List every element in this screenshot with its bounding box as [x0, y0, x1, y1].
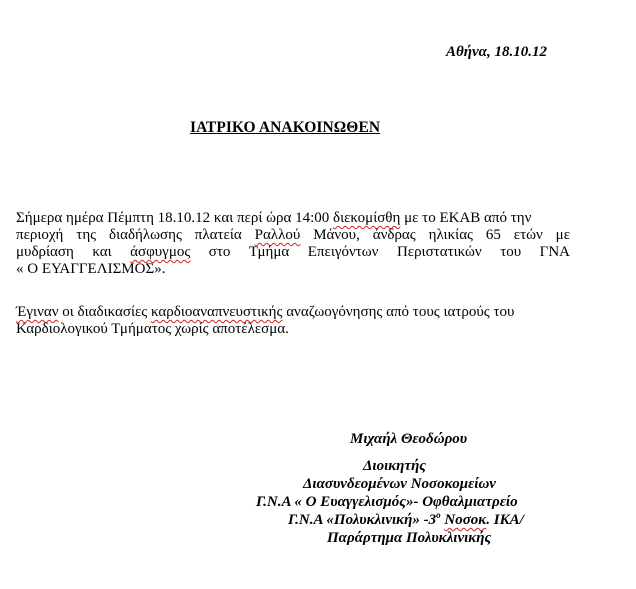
signatory-name: Μιχαήλ Θεοδώρου — [350, 431, 468, 447]
word: Περιστατικών — [396, 244, 482, 260]
word: Επειγόντων — [307, 244, 379, 260]
signatory-hospital-1: Γ.Ν.Α « Ο Ευαγγελισμός»- Οφθαλμιατρείο — [256, 494, 518, 510]
misspelled-word: διεκομίσθη — [333, 210, 401, 226]
word: της — [76, 227, 97, 243]
announcement-paragraph-1 — [16, 210, 570, 278]
misspelled-word: Ραλλού — [254, 227, 301, 243]
date-line: Αθήνα, 18.10.12 — [446, 44, 547, 60]
word: του — [500, 244, 522, 260]
word: άνδρας — [372, 227, 416, 243]
misspelled-word: άσφυγμος — [130, 244, 191, 260]
word: πλατεία — [194, 227, 242, 243]
misspelled-word: καρδιοαναπνευστικής — [151, 304, 283, 320]
paragraph-2-line-2: Καρδιολογικού Τμήματος χωρίς αποτέλεσμα. — [16, 321, 289, 337]
word: με — [555, 227, 570, 243]
text-segment: Σήμερα ημέρα Πέμπτη 18.10.12 και περί ώρα 14:00 — [16, 210, 334, 226]
word: στο — [208, 244, 231, 260]
text-segment: οι διαδικασίες — [58, 304, 151, 320]
signatory-role: Διοικητής — [363, 458, 426, 474]
word: Τμήμα — [248, 244, 290, 260]
misspelled-word: Έγιναν — [16, 304, 59, 320]
word: περιοχή — [16, 227, 64, 243]
text-segment: Γ.Ν.Α «Πολυκλινική» -3 — [288, 512, 437, 528]
word: και — [92, 244, 112, 260]
word: διαδήλωσης — [109, 227, 182, 243]
paragraph-1-line-3 — [16, 244, 570, 261]
text-segment: αναζωογόνησης από τους ιατρούς του — [282, 304, 515, 320]
misspelled-word: Νοσοκ — [444, 512, 487, 528]
word: ηλικίας — [428, 227, 473, 243]
word: μυδρίαση — [16, 244, 74, 260]
signatory-organization: Διασυνδεομένων Νοσοκομείων — [303, 476, 496, 492]
paragraph-2-line-1 — [16, 304, 570, 321]
word: 65 — [485, 227, 501, 243]
ordinal-superscript: ο — [436, 510, 441, 520]
signatory-annex: Παράρτημα Πολυκλινικής — [327, 530, 492, 546]
paragraph-1-line-4: « Ο ΕΥΑΓΓΕΛΙΣΜΟΣ». — [16, 261, 166, 277]
word: ΓΝΑ — [539, 244, 570, 260]
announcement-paragraph-2 — [16, 304, 570, 338]
document-title: ΙΑΤΡΙΚΟ ΑΝΑΚΟΙΝΩΘΕΝ — [190, 119, 381, 136]
signatory-hospital-2 — [288, 512, 524, 529]
paragraph-1-line-2 — [16, 227, 570, 244]
text-segment: . ΙΚΑ/ — [486, 512, 524, 528]
word: ετών — [513, 227, 543, 243]
text-segment: με το ΕΚΑΒ από την — [400, 210, 532, 226]
word: Μάνου, — [313, 227, 360, 243]
paragraph-1-line-1 — [16, 210, 570, 227]
